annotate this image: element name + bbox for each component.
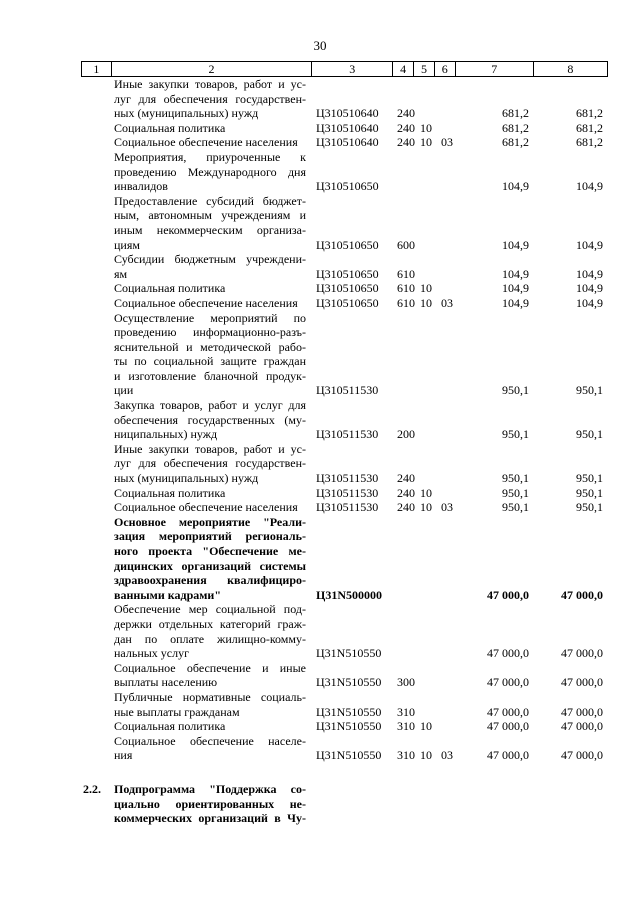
amount-col-7: 47 000,0 xyxy=(487,748,529,763)
amount-col-8: 104,9 xyxy=(576,266,603,281)
budget-code: Ц310510650 xyxy=(316,237,379,252)
expense-type: 300 xyxy=(397,675,415,690)
amount-col-8: 681,2 xyxy=(576,106,603,121)
budget-code: Ц310510640 xyxy=(316,120,379,135)
budget-code: Ц310511530 xyxy=(316,427,379,442)
description-line: Социальная политика xyxy=(114,485,226,500)
header-col-3: 3 xyxy=(312,62,393,77)
budget-code: Ц31N510550 xyxy=(316,719,382,734)
row-description xyxy=(114,311,306,399)
table-row xyxy=(0,121,640,136)
amount-col-7: 47 000,0 xyxy=(487,675,529,690)
expense-type: 240 xyxy=(397,135,415,150)
budget-code: Ц310511530 xyxy=(316,383,379,398)
description-line: обеспечения государственных (му- xyxy=(114,412,306,427)
amount-col-7: 47 000,0 xyxy=(487,587,529,602)
row-description xyxy=(114,398,306,442)
header-col-2: 2 xyxy=(111,62,312,77)
description-line: Публичные нормативные социаль- xyxy=(114,689,306,704)
section-code: 10 xyxy=(420,485,432,500)
budget-code: Ц310511530 xyxy=(316,500,379,515)
expense-type: 610 xyxy=(397,266,415,281)
description-line: ям xyxy=(114,266,128,281)
subsection-code: 03 xyxy=(441,748,453,763)
amount-col-7: 47 000,0 xyxy=(487,704,529,719)
budget-code: Ц31N510550 xyxy=(316,748,382,763)
amount-col-8: 104,9 xyxy=(576,179,603,194)
subprogram-title-line: коммерческих организаций в Чу- xyxy=(114,811,306,826)
section-code: 10 xyxy=(420,120,432,135)
table-row xyxy=(0,150,640,194)
expense-type: 600 xyxy=(397,237,415,252)
table-row xyxy=(0,296,640,311)
budget-code: Ц31N500000 xyxy=(316,587,382,602)
description-line: Социальная политика xyxy=(114,719,226,734)
amount-col-8: 104,9 xyxy=(576,295,603,310)
description-line: Социальное обеспечение населе- xyxy=(114,733,306,748)
amount-col-7: 104,9 xyxy=(502,266,529,281)
amount-col-8: 681,2 xyxy=(576,135,603,150)
description-line: Социальная политика xyxy=(114,120,226,135)
description-line: ных (муниципальных) нужд xyxy=(114,106,259,121)
row-description xyxy=(114,121,306,136)
row-description xyxy=(114,602,306,660)
description-line: проведению информационно-разъ- xyxy=(114,325,306,340)
table-header xyxy=(81,61,608,77)
description-line: ным, автономным учреждениям и xyxy=(114,208,306,223)
table-row xyxy=(0,398,640,442)
description-line: циям xyxy=(114,237,140,252)
section-code: 10 xyxy=(420,748,432,763)
table-row xyxy=(0,252,640,281)
table-row xyxy=(0,602,640,660)
description-line: Предоставление субсидий бюджет- xyxy=(114,193,306,208)
amount-col-8: 47 000,0 xyxy=(561,646,603,661)
budget-code: Ц31N510550 xyxy=(316,675,382,690)
row-description xyxy=(114,500,306,515)
description-line: луг для обеспечения государствен- xyxy=(114,91,306,106)
description-line: ванными кадрами" xyxy=(114,587,221,602)
description-line: Иные закупки товаров, работ и ус- xyxy=(114,441,306,456)
row-description xyxy=(114,296,306,311)
description-line: Социальное обеспечение населения xyxy=(114,295,298,310)
row-description xyxy=(114,77,306,121)
subsection-code: 03 xyxy=(441,295,453,310)
description-line: Обеспечение мер социальной под- xyxy=(114,602,306,617)
table-row xyxy=(0,486,640,501)
row-description xyxy=(114,135,306,150)
amount-col-8: 950,1 xyxy=(576,427,603,442)
table-row xyxy=(0,661,640,690)
budget-code: Ц310511530 xyxy=(316,485,379,500)
subprogram-title-line: циально ориентированных не- xyxy=(114,796,306,811)
table-row xyxy=(0,442,640,486)
header-col-5: 5 xyxy=(414,62,435,77)
section-code: 10 xyxy=(420,719,432,734)
row-description xyxy=(114,442,306,486)
expense-type: 310 xyxy=(397,719,415,734)
subprogram-title-line: Подпрограмма "Поддержка со- xyxy=(114,781,306,796)
description-line: Иные закупки товаров, работ и ус- xyxy=(114,77,306,91)
amount-col-7: 950,1 xyxy=(502,383,529,398)
amount-col-8: 950,1 xyxy=(576,485,603,500)
amount-col-8: 950,1 xyxy=(576,383,603,398)
row-description xyxy=(114,486,306,501)
row-description xyxy=(114,661,306,690)
section-code: 10 xyxy=(420,295,432,310)
table-row xyxy=(0,690,640,719)
budget-code: Ц310511530 xyxy=(316,471,379,486)
description-line: Социальное обеспечение населения xyxy=(114,500,298,515)
amount-col-8: 47 000,0 xyxy=(561,719,603,734)
header-col-6: 6 xyxy=(434,62,455,77)
description-line: иным некоммерческим организа- xyxy=(114,222,306,237)
budget-code: Ц310510650 xyxy=(316,179,379,194)
description-line: зация мероприятий региональ- xyxy=(114,529,306,544)
description-line: инвалидов xyxy=(114,179,168,194)
expense-type: 200 xyxy=(397,427,415,442)
row-description xyxy=(114,252,306,281)
section-code: 10 xyxy=(420,281,432,296)
expense-type: 610 xyxy=(397,295,415,310)
expense-type: 310 xyxy=(397,748,415,763)
amount-col-8: 681,2 xyxy=(576,120,603,135)
header-col-8: 8 xyxy=(533,62,607,77)
description-line: ных (муниципальных) нужд xyxy=(114,471,259,486)
amount-col-7: 47 000,0 xyxy=(487,719,529,734)
expense-type: 240 xyxy=(397,120,415,135)
header-col-1: 1 xyxy=(82,62,112,77)
expense-type: 240 xyxy=(397,471,415,486)
amount-col-7: 681,2 xyxy=(502,135,529,150)
description-line: ния xyxy=(114,748,133,763)
subprogram-number: 2.2. xyxy=(83,781,101,796)
row-description xyxy=(114,194,306,252)
amount-col-7: 950,1 xyxy=(502,485,529,500)
expense-type: 310 xyxy=(397,704,415,719)
amount-col-7: 104,9 xyxy=(502,281,529,296)
row-description xyxy=(114,150,306,194)
description-line: Социальная политика xyxy=(114,281,226,296)
subsection-code: 03 xyxy=(441,500,453,515)
header-col-4: 4 xyxy=(393,62,414,77)
amount-col-7: 47 000,0 xyxy=(487,646,529,661)
description-line: выплаты населению xyxy=(114,675,218,690)
amount-col-8: 104,9 xyxy=(576,281,603,296)
description-line: ниципальных) нужд xyxy=(114,427,218,442)
budget-code: Ц31N510550 xyxy=(316,704,382,719)
description-line: Основное мероприятие "Реали- xyxy=(114,514,306,529)
description-line: дицинских организаций системы xyxy=(114,558,306,573)
subprogram-heading xyxy=(0,782,640,826)
amount-col-7: 950,1 xyxy=(502,471,529,486)
table-row xyxy=(0,515,640,603)
description-line: Осуществление мероприятий по xyxy=(114,310,306,325)
budget-code: Ц310510650 xyxy=(316,281,379,296)
description-line: Закупка товаров, работ и услуг для xyxy=(114,398,306,413)
description-line: ции xyxy=(114,383,134,398)
amount-col-7: 104,9 xyxy=(502,295,529,310)
description-line: ного проекта "Обеспечение ме- xyxy=(114,544,306,558)
row-description xyxy=(114,281,306,296)
header-col-7: 7 xyxy=(455,62,533,77)
table-row xyxy=(0,719,640,734)
description-line: Мероприятия, приуроченные к xyxy=(114,149,306,164)
description-line: луг для обеспечения государствен- xyxy=(114,456,306,471)
table-row xyxy=(0,77,640,121)
row-description xyxy=(114,690,306,719)
amount-col-8: 47 000,0 xyxy=(561,748,603,763)
description-line: проведению Международного дня xyxy=(114,164,306,179)
expense-type: 610 xyxy=(397,281,415,296)
description-line: держки отдельных категорий граж- xyxy=(114,616,306,631)
amount-col-8: 104,9 xyxy=(576,237,603,252)
expense-type: 240 xyxy=(397,500,415,515)
budget-code: Ц31N510550 xyxy=(316,646,382,661)
amount-col-7: 681,2 xyxy=(502,106,529,121)
amount-col-7: 104,9 xyxy=(502,179,529,194)
table-row xyxy=(0,734,640,763)
subsection-code: 03 xyxy=(441,135,453,150)
amount-col-7: 950,1 xyxy=(502,427,529,442)
description-line: яснительной и методической рабо- xyxy=(114,339,306,354)
description-line: Социальное обеспечение и иные xyxy=(114,660,306,675)
amount-col-8: 950,1 xyxy=(576,500,603,515)
description-line: нальных услуг xyxy=(114,646,190,661)
budget-code: Ц310510640 xyxy=(316,106,379,121)
description-line: ные выплаты гражданам xyxy=(114,704,240,719)
description-line: дан по оплате жилищно-комму- xyxy=(114,631,306,646)
amount-col-8: 47 000,0 xyxy=(561,704,603,719)
section-code: 10 xyxy=(420,500,432,515)
table-row xyxy=(0,194,640,252)
table-body xyxy=(0,77,640,826)
description-line: и изготовление бланочной продук- xyxy=(114,368,306,383)
amount-col-8: 950,1 xyxy=(576,471,603,486)
amount-col-8: 47 000,0 xyxy=(561,587,603,602)
amount-col-7: 950,1 xyxy=(502,500,529,515)
expense-type: 240 xyxy=(397,485,415,500)
section-code: 10 xyxy=(420,135,432,150)
description-line: ты по социальной защите граждан xyxy=(114,354,306,369)
table-row xyxy=(0,500,640,515)
description-line: здравоохранения квалифициро- xyxy=(114,573,306,588)
table-row xyxy=(0,311,640,399)
row-description xyxy=(114,734,306,763)
table-row xyxy=(0,281,640,296)
budget-code: Ц310510640 xyxy=(316,135,379,150)
table-row xyxy=(0,135,640,150)
amount-col-7: 104,9 xyxy=(502,237,529,252)
description-line: Субсидии бюджетным учреждени- xyxy=(114,252,306,267)
expense-type: 240 xyxy=(397,106,415,121)
row-description xyxy=(114,515,306,603)
description-line: Социальное обеспечение населения xyxy=(114,135,298,150)
page-number: 30 xyxy=(313,38,327,53)
amount-col-7: 681,2 xyxy=(502,120,529,135)
budget-code: Ц310510650 xyxy=(316,266,379,281)
row-description xyxy=(114,719,306,734)
budget-code: Ц310510650 xyxy=(316,295,379,310)
amount-col-8: 47 000,0 xyxy=(561,675,603,690)
subprogram-title xyxy=(114,782,306,826)
